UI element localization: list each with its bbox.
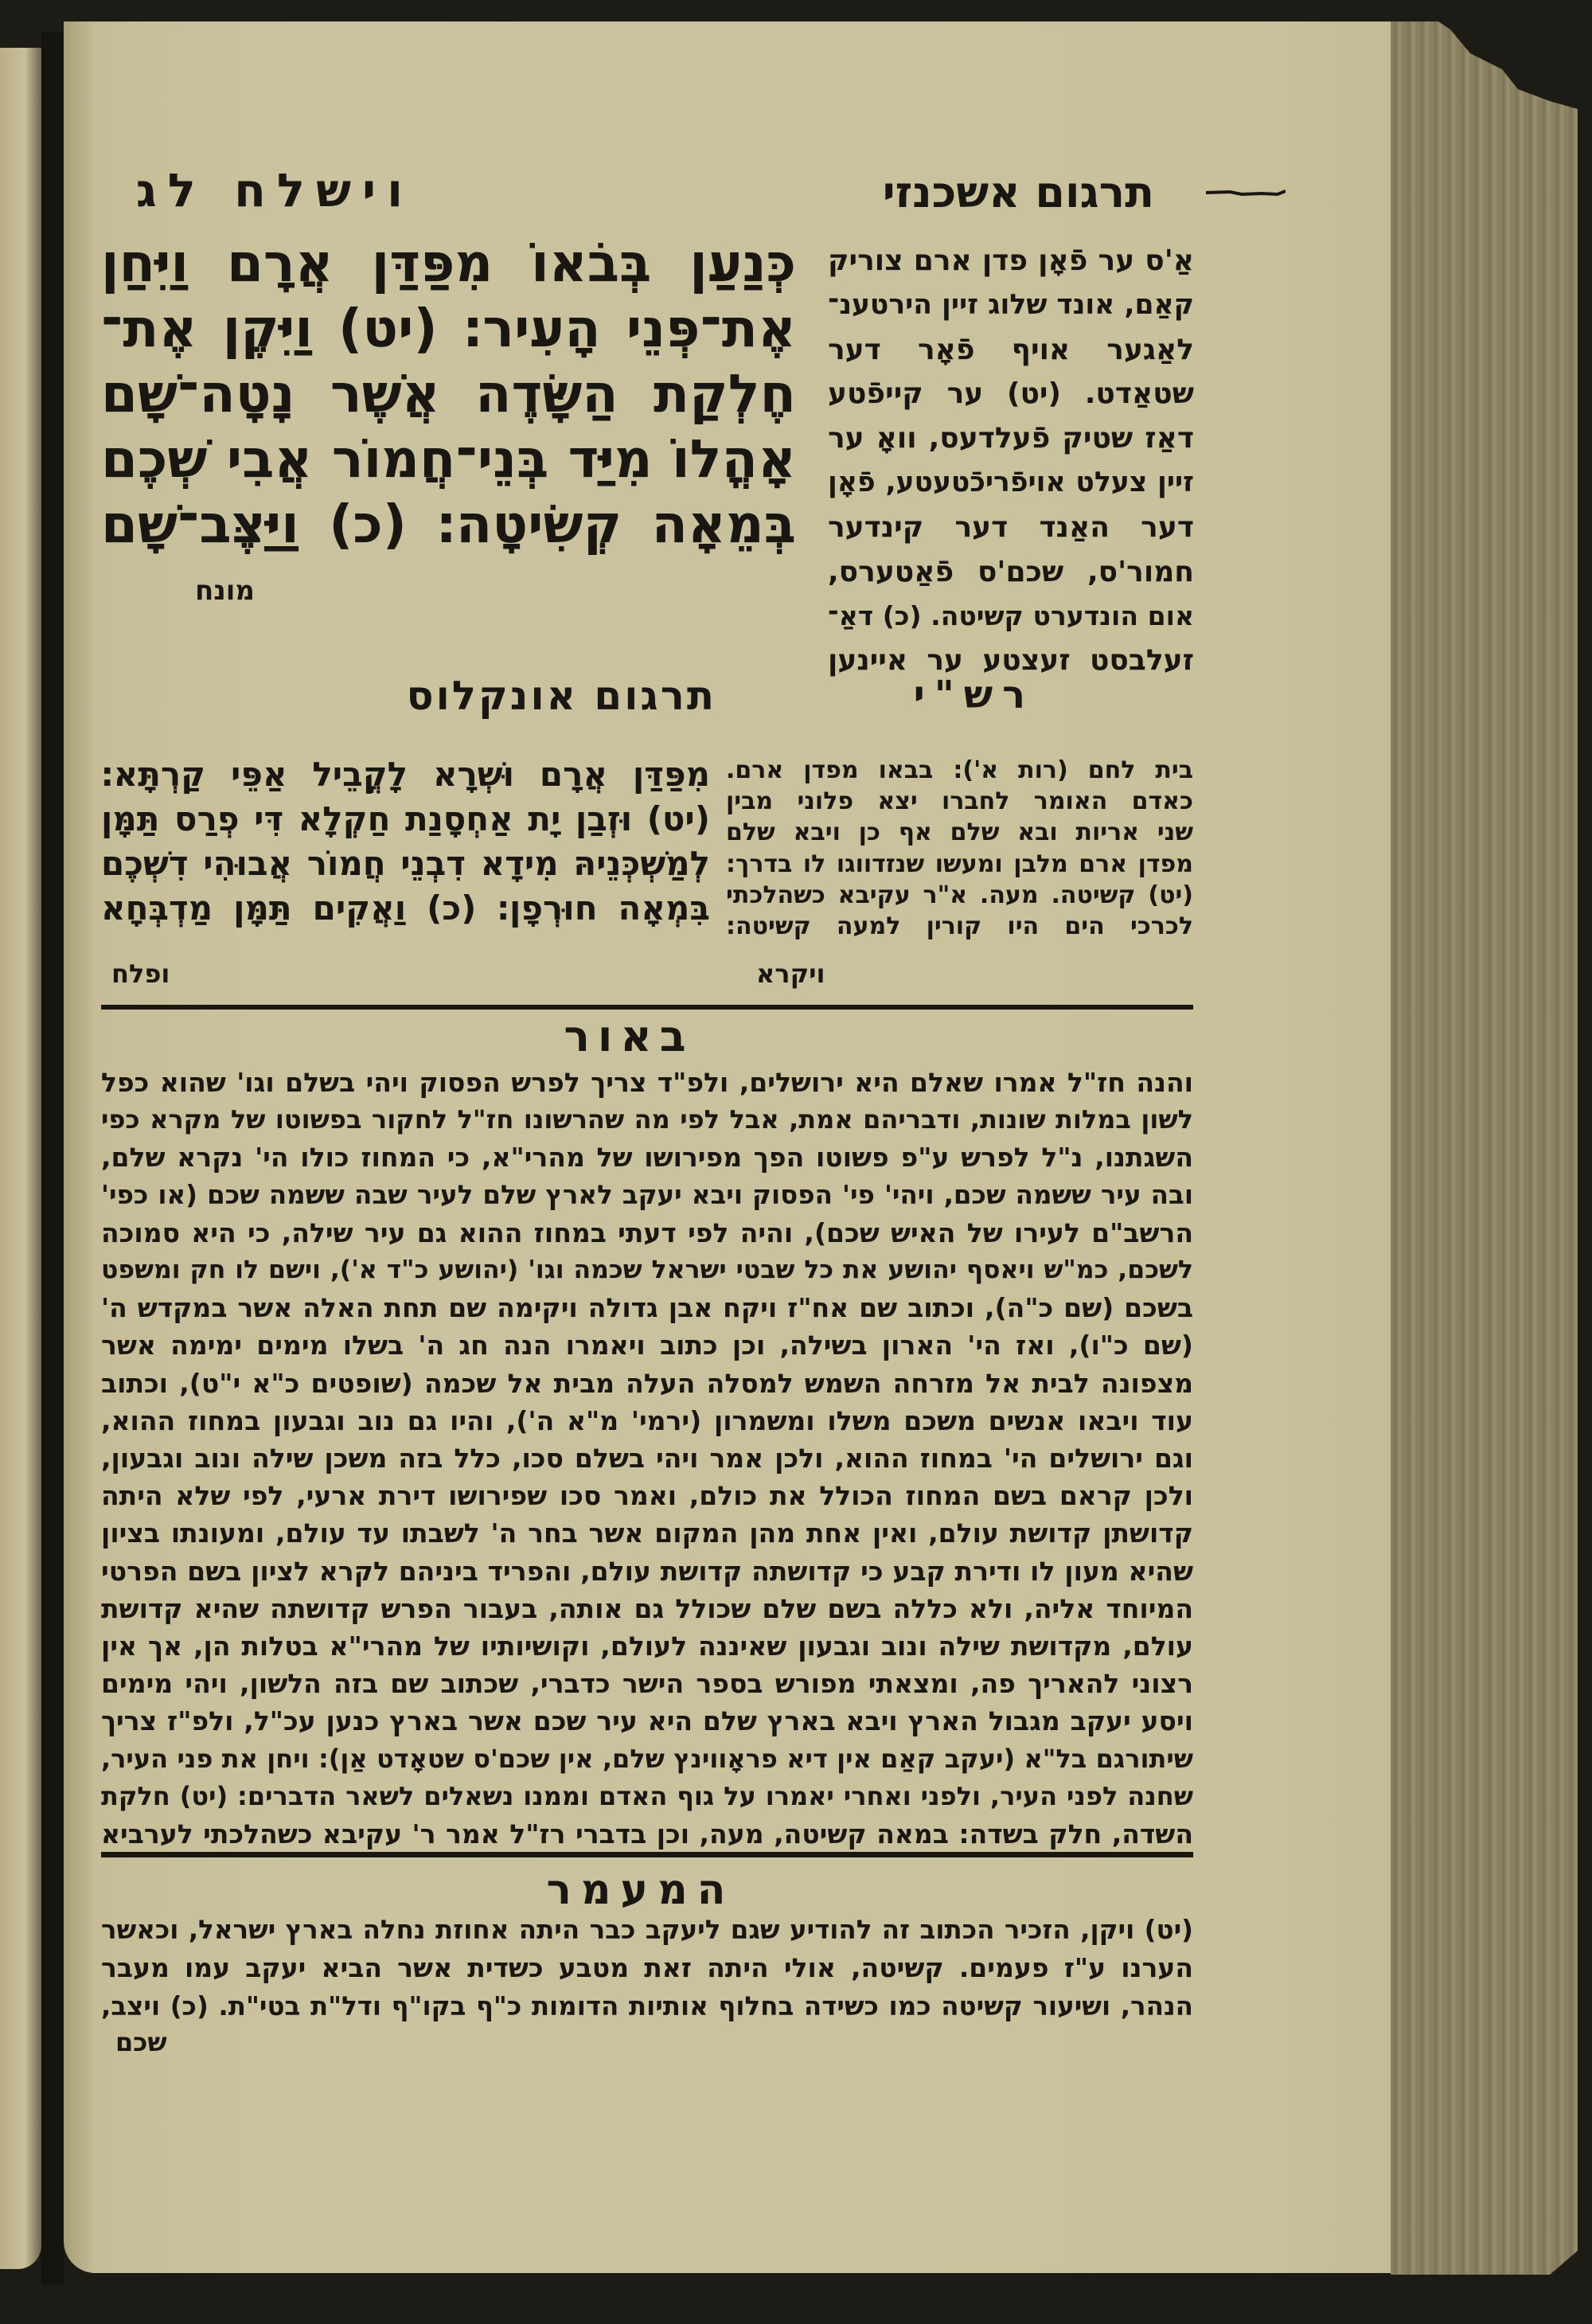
- text-line: כְּנַעַן בְּבֹאוֹ מִפַּדַּן אֲרָם וַיִּחַן: [101, 232, 796, 294]
- text-line: עולם, מקדושת שילה ונוב וגבעון שאיננה לעולם, וקושיותיו של מהרי"א בטלות הן, אך אין: [101, 1631, 1193, 1662]
- text-line: קאַם, אונד שלוג זיין הירטענ־: [828, 288, 1194, 321]
- text-line: בשכם (שם כ"ה), וכתוב שם אח"ז ויקח אבן גדולה ויקימה שם תחת האלה אשר במקדש ה': [101, 1292, 1193, 1324]
- text-line: אַ'ס ער פֿאָן פדן ארם צוריק: [828, 244, 1194, 277]
- text-line: ולכן קראם בשם המחוז הכולל את כולם, ואמר סכו שפירושו דירת ארעי, לפי שלא היתה: [101, 1480, 1193, 1512]
- section-rule: [101, 1005, 1193, 1010]
- text-line: לשכם, כמ"ש ויאסף יהושע את כל שבטי ישראל שכמה וגו' (יהושע כ"ד א'), וישם לו חק ומשפט: [101, 1256, 1193, 1285]
- meamer-title: המעמר: [546, 1866, 736, 1914]
- book-gutter: [41, 32, 64, 2285]
- text-line: הרשב"ם לעירו של האיש שכם), והיה לפי דעתי במחוז ההוא גם עיר שילה, כי היא סמוכה: [101, 1217, 1193, 1248]
- text-line: לאַגער אויף פֿאָר דער: [828, 333, 1194, 366]
- page-fore-edge: [1391, 21, 1578, 2275]
- torah-catchword: מונח: [195, 575, 256, 607]
- text-line: חמור'ס, שכם'ס פֿאַטערס,: [828, 555, 1194, 588]
- text-line: ובה עיר ששמה שכם, ויהי' פי' הפסוק ויבא יעקב לארץ שלם לעיר שבה ששמה שכם (או כפי': [101, 1179, 1193, 1210]
- text-line: כאדם האומר לחברו יצא פלוני מבין: [726, 787, 1193, 816]
- text-line: שהיא מעון לו ודירת קבע כי קדושתה קדושת עולם, והפריד ביניהם לקרא לציון בשם הפרטי: [101, 1555, 1193, 1587]
- text-line: אֶת־פְּנֵי הָעִיר׃ (יט) וַיִּקֶן אֶת־: [101, 298, 796, 359]
- text-line: בְּמֵאָה קְשִׂיטָה׃ (כ) וַיַּצֶּב־שָׁם: [101, 494, 796, 555]
- targum-ashkenazi-text: [828, 239, 1194, 683]
- text-line: המיוחד אליה, ולא כללה בשם שלם שכולל גם אותה, בעבור הפרש קדושתה שהיא קדושת: [101, 1592, 1193, 1624]
- rashi-title: רש"י: [913, 673, 1035, 717]
- text-line: שיתורגם בל"א (יעקב קאַם אין דיא פראָווינץ שלם, אין שכם'ס שטאָדט אַן): ויחן את פני העיר,: [101, 1743, 1193, 1774]
- text-line: אָהֳלוֹ מִיַּד בְּנֵי־חֲמוֹר אֲבִי שְׁכֶם: [101, 428, 796, 490]
- text-line: זעלבסט זעצטע ער איינען: [828, 644, 1194, 678]
- text-line: בִּמְאָה חוּרְפָן׃ (כ) וַאֲקִים תַּמָּן מַדְבְּחָא: [101, 889, 710, 928]
- text-line: שחנה לפני העיר, ולפני ואחרי יאמרו על גוף האדם וממנו נשאלים לשאר הדברים: (יט) חלקת: [101, 1780, 1193, 1811]
- text-line: (שם כ"ו), ואז הי' הארון בשילה, וכן כתוב ויאמרו הנה חג ה' בשלו מימים ימימה אשר: [101, 1330, 1193, 1361]
- torah-text: [101, 231, 796, 557]
- previous-page-edge: [0, 48, 41, 2269]
- meamer-text: [101, 1911, 1193, 2025]
- onkelos-text: [101, 752, 710, 931]
- text-line: דער האַנד דער קינדער: [828, 510, 1194, 544]
- ornament-dash: [1206, 189, 1286, 197]
- text-line: בית לחם (רות א'): בבאו מפדן ארם.: [726, 756, 1193, 784]
- text-line: הנהר, ושיעור קשיטה כמו כשידה בחלוף אותיות הדומות כ"ף בקו"ף ודל"ת בטי"ת. (כ) ויצב,: [101, 1991, 1193, 2021]
- text-line: (יט) ויקן, הזכיר הכתוב זה להודיע שגם ליעקב כבר היתה אחוזת נחלה בארץ ישראל, וכאשר: [101, 1915, 1193, 1945]
- rashi-catchword: ויקרא: [756, 959, 825, 989]
- biur-title: באור: [564, 1011, 694, 1061]
- double-rule: [101, 1852, 1193, 1857]
- onkelos-title: תרגום אונקלוס: [406, 673, 716, 719]
- text-line: אום הונדערט קשיטה. (כ) דאַ־: [828, 600, 1194, 632]
- rashi-text: [726, 755, 1193, 942]
- text-line: זיין צעלט אויפֿריכֿטעטע, פֿאָן: [828, 466, 1194, 498]
- text-line: מִפַּדַּן אֲרָם וּשְׁרָא לָקֳבֵיל אַפֵּי קַרְתָּא׃: [101, 755, 710, 794]
- text-line: שני אריות ובא שלם אף כן ויבא שלם: [726, 818, 1193, 847]
- targum-ashkenazi-title: תרגום אשכנזי: [882, 167, 1154, 217]
- meamer-catchword: שכם: [115, 2027, 167, 2057]
- text-line: שטאַדט. (יט) ער קייפֿטע: [828, 377, 1194, 411]
- onkelos-catchword: ופלח: [111, 959, 170, 989]
- text-line: השדה, חלק בשדה: במאה קשיטה, מעה, וכן בדברי רז"ל אמר ר' עקיבא כשהלכתי לערביא: [101, 1818, 1193, 1850]
- text-line: מפדן ארם מלבן ומעשו שנזדווגו לו בדרך:: [726, 850, 1193, 878]
- text-line: לְמַשְׁכְּנֵיהּ מִידָא דִבְנֵי חֲמוֹר אֲבוּהִי דִשְׁכֶם: [101, 844, 710, 883]
- text-line: (יט) וּזְבַן יָת אַחְסָנַת חַקְלָא דִּי פְרַס תַּמָּן: [101, 799, 710, 838]
- text-line: דאַז שטיק פֿעלדעס, וואָ ער: [828, 422, 1194, 455]
- text-line: והנה חז"ל אמרו שאלם היא ירושלים, ולפ"ד צריך לפרש הפסוק ויהי בשלם וגו' שהוא כפל: [101, 1067, 1193, 1098]
- text-line: קדושתן קדושת עולם, ואין אחת מהן המקום אשר בחר ה' לשבתו עד עולם, ומעונתו בציון: [101, 1517, 1193, 1549]
- text-line: הערנו ע"ז פעמים. קשיטה, אולי היתה זאת מטבע כשדית אשר הביא יעקב עמו מעבר: [101, 1952, 1193, 1983]
- text-line: עוד ויבאו אנשים משכם משלו ומשמרון (ירמי' מ"א ה'), והיו גם נוב וגבעון במחוז ההוא,: [101, 1404, 1193, 1436]
- text-line: השגתנו, נ"ל לפרש ע"פ פשוטו הפך מפירושו של מהרי"א, כי המחוז כולו הי' נקרא שלם,: [101, 1142, 1193, 1174]
- text-line: (יט) קשיטה. מעה. א"ר עקיבא כשהלכתי: [726, 881, 1193, 909]
- text-line: רצוני להאריך פה, ומצאתי מפורש בספר הישר כדברי, שכתוב שם בזה הלשון, ויהי מימים: [101, 1668, 1193, 1700]
- text-line: וגם ירושלים הי' במחוז ההוא, ולכן אמר ויהי בשלם סכו, כלל בזה משכן שילה ונוב וגבעון,: [101, 1443, 1193, 1474]
- biur-text: [101, 1064, 1193, 1853]
- text-line: חֶלְקַת הַשָּׂדֶה אֲשֶׁר נָטָה־שָׁם: [101, 363, 796, 424]
- text-line: לשון במלות שונות, ודבריהם אמת, אבל לפי מה שהרשונו חז"ל לחקור בפשוטו של מקרא כפי: [101, 1104, 1193, 1135]
- text-line: לכרכי הים היו קורין למעה קשיטה:: [726, 912, 1193, 941]
- text-line: ויסע יעקב מגבול הארץ ויבא בארץ שלם היא עיר שכם אשר בארץ כנען עכ"ל, ולפ"ז צריך: [101, 1705, 1193, 1737]
- text-line: מצפונה לבית אל מזרחה השמש למסלה העלה מבית אל שכמה (שופטים כ"א י"ט), וכתוב: [101, 1367, 1193, 1399]
- parasha-running-head: וישלח לג: [135, 163, 414, 217]
